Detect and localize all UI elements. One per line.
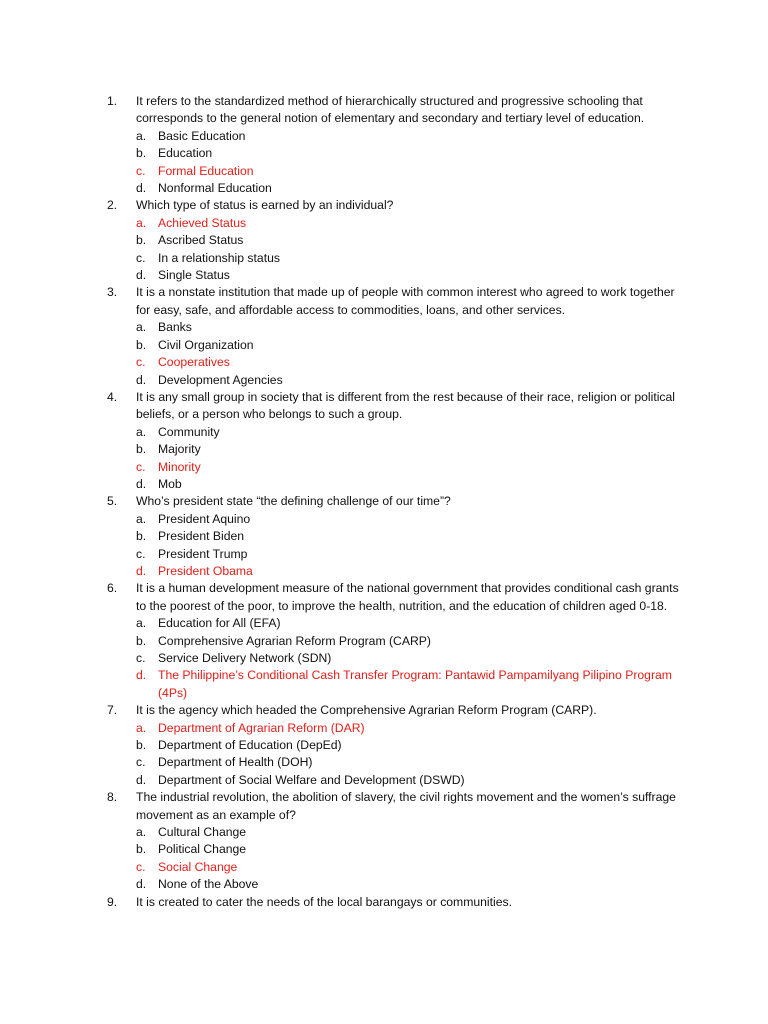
option-letter: d.	[136, 563, 147, 578]
option-letter: b.	[136, 233, 147, 248]
question-item	[107, 789, 687, 893]
option-letter: d.	[136, 181, 147, 196]
option-text: Civil Organization	[158, 337, 254, 352]
option-text: Comprehensive Agrarian Reform Program (CARP)	[158, 633, 431, 648]
answer-option	[107, 772, 687, 789]
option-text: Mob	[158, 476, 182, 491]
option-text: Cultural Change	[158, 825, 247, 840]
option-list	[107, 128, 687, 198]
option-text: Community	[158, 424, 220, 439]
question-text: It refers to the standardized method of hierarchically structured and progressive schooling that corresponds to the general notion of elementary and secondary and tertiary level of education.	[136, 94, 645, 126]
answer-option	[107, 528, 687, 545]
answer-option	[107, 180, 687, 197]
option-text: Education	[158, 146, 213, 161]
option-letter: c.	[136, 250, 146, 265]
option-letter: a.	[136, 215, 147, 230]
answer-option	[107, 511, 687, 528]
question-text: It is a nonstate institution that made up of people with common interest who agreed to work together for easy, safe, and affordable access to commodities, loans, and other services.	[136, 285, 675, 317]
option-text: None of the Above	[158, 877, 259, 892]
question-stem	[107, 702, 687, 719]
answer-option	[107, 424, 687, 441]
question-number: 7.	[107, 703, 118, 718]
option-letter: a.	[136, 128, 147, 143]
option-letter: d.	[136, 668, 147, 683]
option-list	[107, 424, 687, 494]
option-letter: a.	[136, 424, 147, 439]
answer-option	[107, 841, 687, 858]
question-item	[107, 580, 687, 702]
option-list	[107, 615, 687, 702]
option-letter: a.	[136, 825, 147, 840]
option-text: Cooperatives	[158, 355, 230, 370]
option-text: Formal Education	[158, 163, 254, 178]
option-text: Basic Education	[158, 128, 246, 143]
option-list	[107, 215, 687, 285]
option-text: Banks	[158, 320, 192, 335]
option-list	[107, 824, 687, 894]
option-letter: d.	[136, 772, 147, 787]
option-list	[107, 511, 687, 581]
correct-answer-option	[107, 163, 687, 180]
answer-option	[107, 145, 687, 162]
question-item	[107, 894, 687, 911]
option-text: President Trump	[158, 546, 248, 561]
question-item	[107, 389, 687, 493]
correct-answer-option	[107, 720, 687, 737]
option-list	[107, 720, 687, 790]
question-stem	[107, 580, 687, 615]
answer-option	[107, 319, 687, 336]
option-letter: b.	[136, 529, 147, 544]
option-text: Service Delivery Network (SDN)	[158, 651, 332, 665]
option-text: Department of Education (DepEd)	[158, 738, 342, 753]
option-letter: d.	[136, 877, 147, 892]
question-stem	[107, 789, 687, 824]
option-letter: c.	[136, 755, 146, 770]
answer-option	[107, 337, 687, 354]
option-letter: c.	[136, 859, 146, 874]
question-list	[107, 93, 687, 911]
question-stem	[107, 894, 687, 911]
option-text: President Biden	[158, 529, 245, 544]
option-text: Ascribed Status	[158, 233, 244, 248]
question-text: It is any small group in society that is different from the rest because of their race, religion or political beliefs, or a person who belongs to such a group.	[136, 389, 675, 422]
correct-answer-option	[107, 667, 687, 702]
answer-option	[107, 633, 687, 650]
option-letter: c.	[136, 651, 146, 665]
question-text: It is the agency which headed the Comprehensive Agrarian Reform Program (CARP).	[136, 703, 597, 718]
option-text: Development Agencies	[158, 372, 283, 387]
option-text: Political Change	[158, 842, 247, 857]
question-item	[107, 493, 687, 580]
option-letter: d.	[136, 372, 147, 387]
question-text: The industrial revolution, the abolition of slavery, the civil rights movement and the women’s suffrage movement as an example of?	[136, 790, 676, 822]
answer-option	[107, 441, 687, 458]
option-text: The Philippine’s Conditional Cash Transfer Program: Pantawid Pampamilyang Pilipino Program (4Ps)	[158, 668, 672, 700]
question-text: Who’s president state “the defining challenge of our time”?	[136, 494, 451, 509]
option-letter: d.	[136, 476, 147, 491]
question-text: Which type of status is earned by an individual?	[136, 198, 394, 213]
option-text: Single Status	[158, 268, 230, 283]
answer-option	[107, 128, 687, 145]
answer-option	[107, 476, 687, 493]
option-letter: a.	[136, 616, 147, 631]
correct-answer-option	[107, 459, 687, 476]
question-stem	[107, 197, 687, 214]
question-number: 9.	[107, 894, 118, 909]
answer-option	[107, 250, 687, 267]
question-text: It is created to cater the needs of the local barangays or communities.	[136, 894, 512, 909]
answer-option	[107, 824, 687, 841]
question-stem	[107, 93, 687, 128]
option-letter: c.	[136, 163, 146, 178]
answer-option	[107, 546, 687, 563]
option-text: Minority	[158, 459, 201, 474]
question-item	[107, 702, 687, 789]
option-letter: c.	[136, 355, 146, 370]
question-number: 4.	[107, 389, 118, 404]
question-number: 3.	[107, 285, 118, 300]
answer-option	[107, 372, 687, 389]
option-text: Achieved Status	[158, 215, 247, 230]
question-stem	[107, 389, 687, 424]
question-item	[107, 284, 687, 388]
option-letter: b.	[136, 337, 147, 352]
question-number: 1.	[107, 94, 118, 108]
option-text: Education for All (EFA)	[158, 616, 281, 631]
question-number: 2.	[107, 198, 118, 213]
option-list	[107, 319, 687, 389]
question-stem	[107, 493, 687, 510]
correct-answer-option	[107, 859, 687, 876]
option-text: Nonformal Education	[158, 181, 272, 196]
question-text: It is a human development measure of the national government that provides conditional cash grants to the poorest of the poor, to improve the health, nutrition, and the education of children aged 0-18.	[136, 581, 679, 613]
option-text: President Obama	[158, 563, 253, 578]
option-text: Department of Agrarian Reform (DAR)	[158, 720, 365, 735]
answer-option	[107, 232, 687, 249]
answer-option	[107, 737, 687, 754]
answer-option	[107, 615, 687, 632]
option-letter: c.	[136, 546, 146, 561]
option-letter: b.	[136, 146, 147, 161]
option-text: In a relationship status	[158, 250, 280, 265]
option-letter: c.	[136, 459, 146, 474]
correct-answer-option	[107, 215, 687, 232]
option-text: Social Change	[158, 859, 238, 874]
question-number: 5.	[107, 494, 118, 509]
option-letter: b.	[136, 442, 147, 457]
question-item	[107, 197, 687, 284]
question-number: 6.	[107, 581, 118, 596]
option-text: Department of Social Welfare and Development (DSWD)	[158, 772, 465, 787]
option-text: Department of Health (DOH)	[158, 755, 313, 770]
question-number: 8.	[107, 790, 118, 805]
option-letter: a.	[136, 320, 147, 335]
option-letter: a.	[136, 511, 147, 526]
option-letter: b.	[136, 842, 147, 857]
option-letter: b.	[136, 738, 147, 753]
answer-option	[107, 267, 687, 284]
option-text: President Aquino	[158, 511, 251, 526]
option-letter: b.	[136, 633, 147, 648]
correct-answer-option	[107, 563, 687, 580]
correct-answer-option	[107, 354, 687, 371]
question-item	[107, 93, 687, 197]
answer-option	[107, 876, 687, 893]
option-letter: d.	[136, 268, 147, 283]
option-letter: a.	[136, 720, 147, 735]
option-text: Majority	[158, 442, 201, 457]
answer-option	[107, 650, 687, 667]
answer-option	[107, 754, 687, 771]
question-stem	[107, 284, 687, 319]
